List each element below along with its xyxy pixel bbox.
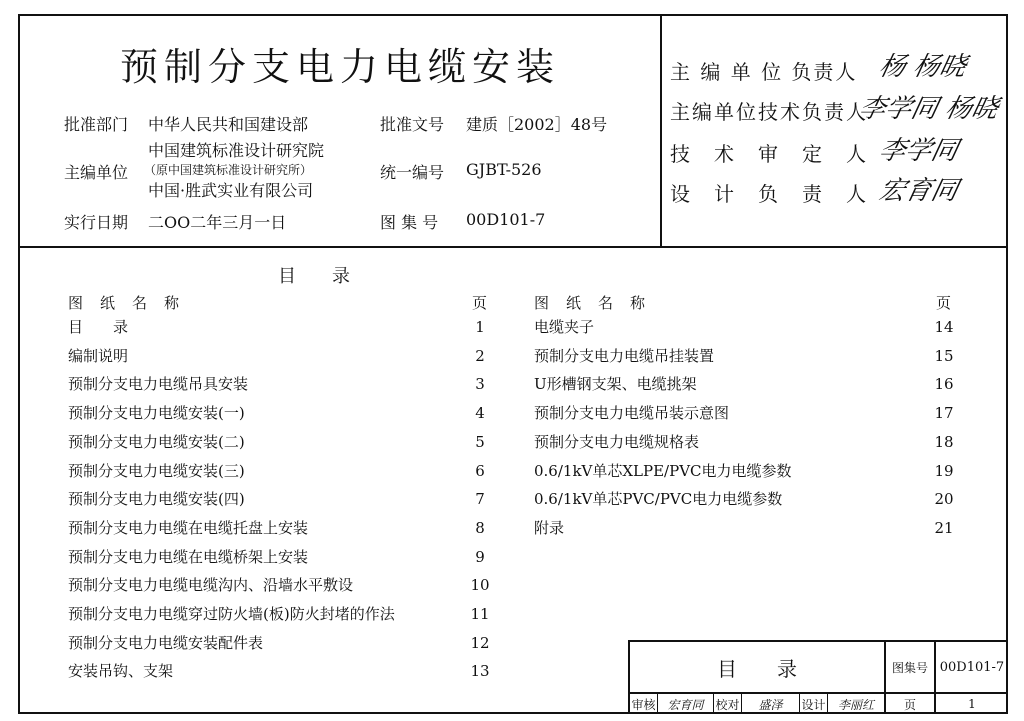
toc-item-name: 目 录 (68, 318, 129, 336)
toc-item-name: 预制分支电力电缆穿过防火墙(板)防火封堵的作法 (68, 605, 395, 623)
unified-no-value: GJBT-526 (466, 160, 542, 179)
toc-item-name: 预制分支电力电缆安装(二) (68, 432, 245, 451)
toc-item-page: 11 (470, 605, 490, 623)
toc-item-name: 预制分支电力电缆安装(三) (68, 461, 245, 480)
resp-label: 设 计 负 责 人 (670, 182, 868, 206)
toc-item-name: 预制分支电力电缆安装(一) (68, 404, 245, 423)
toc-item-name: 预制分支电力电缆安装配件表 (68, 633, 264, 652)
signature-design-head: 宏育同 (876, 176, 961, 206)
doc-no-label: 批准文号 (380, 115, 445, 134)
check-signature: 盛泽 (742, 694, 800, 714)
toc-item-name: 0.6/1kV单芯PVC/PVC电力电缆参数 (534, 490, 783, 509)
toc-row (68, 345, 500, 367)
toc-item-page: 9 (475, 547, 485, 566)
atlas-no-label: 图 集 号 (380, 213, 439, 232)
design-signature: 李丽红 (828, 694, 886, 714)
toc-left-page-header: 页 (472, 294, 489, 312)
editor-unit-line2: （原中国建筑标准设计研究所） (144, 163, 313, 177)
page-label: 页 (886, 694, 936, 714)
toc-row (68, 431, 500, 453)
title-block-atlas-value: 00D101-7 (936, 642, 1008, 694)
toc-item-page: 6 (475, 461, 485, 480)
toc-row (68, 460, 500, 482)
page-title: 预制分支电力电缆安装 (119, 45, 560, 89)
toc-left-name-header: 图 纸 名 称 (68, 294, 181, 312)
toc-item-page: 3 (475, 375, 485, 394)
toc-row (68, 488, 500, 510)
effective-date-value: 二OO二年三月一日 (148, 213, 287, 232)
design-label: 设计 (800, 694, 828, 714)
toc-item-name: 预制分支电力电缆电缆沟内、沿墙水平敷设 (68, 576, 354, 595)
toc-item-page: 21 (934, 518, 954, 537)
toc-row (68, 546, 500, 568)
toc-row (534, 517, 964, 539)
toc-row (68, 660, 500, 682)
header-divider (20, 246, 1006, 248)
approval-dept-label: 批准部门 (64, 115, 129, 134)
drawing-sheet (18, 14, 1008, 714)
toc-title: 目 录 (278, 266, 350, 287)
resp-label: 主 编 单 位 负责人 (670, 60, 858, 84)
unified-no-label: 统一编号 (380, 163, 445, 182)
toc-item-page: 7 (475, 490, 485, 509)
toc-item-page: 17 (934, 404, 954, 423)
effective-date-label: 实行日期 (64, 213, 129, 232)
approval-dept-value: 中华人民共和国建设部 (148, 115, 309, 134)
title-block (628, 640, 1008, 714)
toc-row (68, 632, 500, 654)
toc-item-name: 0.6/1kV单芯XLPE/PVC电力电缆参数 (534, 461, 792, 480)
toc-item-name: 预制分支电力电缆安装(四) (68, 490, 245, 509)
toc-item-name: 预制分支电力电缆吊挂装置 (534, 346, 715, 365)
signature-tech-reviewer: 李学同 (876, 136, 961, 166)
title-block-atlas-label: 图集号 (886, 642, 936, 694)
toc-right-name-header: 图 纸 名 称 (534, 294, 647, 312)
editor-unit-label: 主编单位 (64, 163, 129, 182)
resp-editor-unit-head (670, 56, 857, 85)
toc-item-page: 13 (470, 662, 490, 681)
resp-label: 技 术 审 定 人 (670, 142, 868, 166)
toc-item-name: 编制说明 (68, 346, 129, 365)
toc-item-name: 预制分支电力电缆规格表 (534, 432, 700, 451)
page-value: 1 (968, 697, 976, 711)
toc-item-page: 10 (470, 576, 490, 595)
toc-row (534, 488, 964, 510)
header-vertical-divider (660, 16, 662, 246)
toc-row (68, 603, 500, 625)
toc-item-name: 预制分支电力电缆在电缆托盘上安装 (68, 518, 309, 537)
toc-item-page: 18 (934, 432, 954, 451)
toc-item-page: 4 (475, 404, 485, 423)
toc-item-page: 8 (475, 518, 485, 537)
toc-item-page: 1 (475, 318, 485, 336)
toc-row (534, 460, 964, 482)
toc-item-name: 安装吊钩、支架 (68, 662, 174, 681)
review-label: 审核 (630, 694, 658, 714)
toc-row (534, 373, 964, 395)
resp-label: 主编单位技术负责人 (670, 100, 868, 124)
toc-right-page-header: 页 (936, 294, 953, 312)
toc-row (68, 574, 500, 596)
toc-row (68, 316, 500, 338)
toc-row (68, 517, 500, 539)
toc-row (534, 402, 964, 424)
toc-item-name: 预制分支电力电缆吊装示意图 (534, 404, 730, 423)
toc-row (534, 431, 964, 453)
toc-item-page: 5 (475, 432, 485, 451)
review-signature: 宏育同 (658, 694, 714, 714)
toc-item-page: 19 (934, 461, 954, 480)
toc-item-page: 14 (934, 318, 954, 336)
doc-no-value: 建质［2002］48号 (466, 115, 608, 134)
toc-item-name: 预制分支电力电缆吊具安装 (68, 375, 249, 394)
editor-unit-line1: 中国建筑标准设计研究院 (148, 141, 325, 160)
toc-row (534, 345, 964, 367)
toc-item-name: 预制分支电力电缆在电缆桥架上安装 (68, 547, 309, 566)
toc-item-page: 12 (470, 633, 490, 652)
toc-item-page: 20 (934, 490, 954, 509)
toc-row (68, 402, 500, 424)
toc-item-page: 2 (475, 346, 485, 365)
toc-row (68, 373, 500, 395)
toc-item-name: 附录 (534, 518, 565, 537)
resp-tech-reviewer (670, 138, 868, 167)
signature-editor-unit-head: 杨 杨晓 (876, 52, 969, 82)
toc-item-page: 15 (934, 346, 954, 365)
signature-tech-head: 李学同 杨晓 (856, 94, 1001, 124)
toc-item-name: U形槽钢支架、电缆挑架 (534, 375, 697, 394)
atlas-no-value: 00D101-7 (466, 210, 546, 229)
resp-design-head (670, 178, 868, 207)
title-block-name: 目 录 (630, 642, 886, 694)
toc-row (534, 316, 964, 338)
toc-item-page: 16 (934, 375, 954, 394)
editor-unit-line3: 中国·胜武实业有限公司 (148, 181, 314, 200)
resp-tech-head (670, 96, 868, 125)
check-label: 校对 (714, 694, 742, 714)
toc-item-name: 电缆夹子 (534, 318, 595, 336)
